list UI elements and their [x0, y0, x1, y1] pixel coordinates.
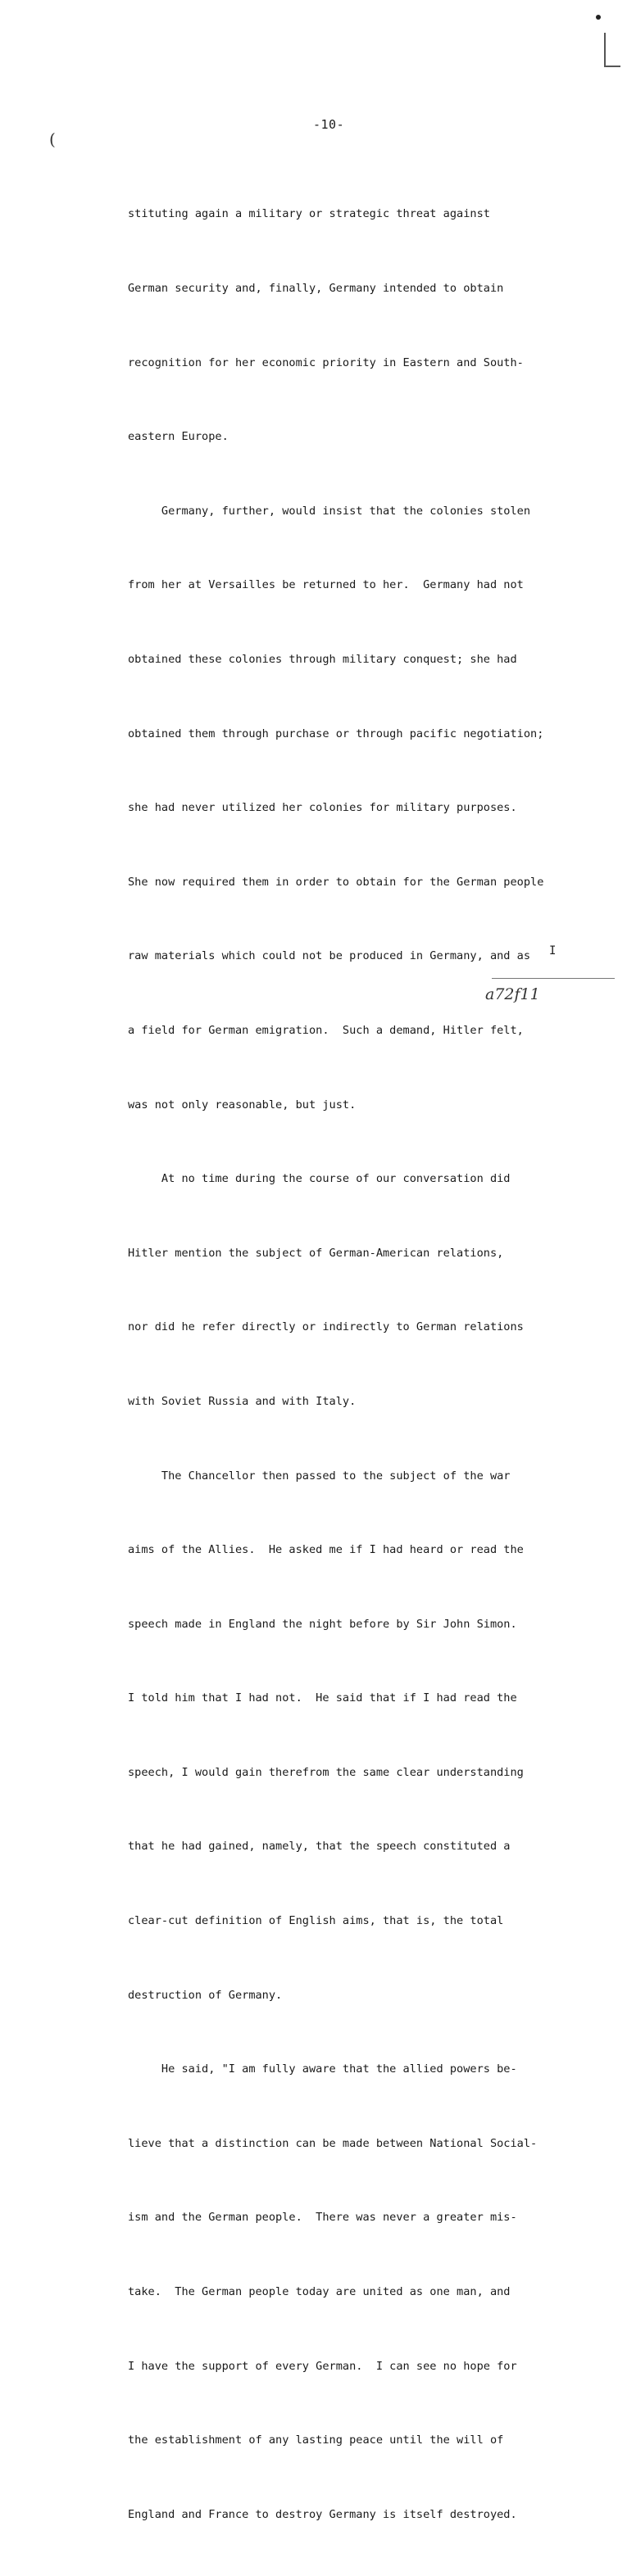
text-line: speech, I would gain therefrom the same clear understanding	[128, 1765, 524, 1779]
text-line: with Soviet Russia and with Italy.	[128, 1394, 357, 1408]
page-number: -10-	[313, 117, 345, 132]
text-line: was not only reasonable, but just.	[128, 1098, 357, 1111]
text-line: eastern Europe.	[128, 430, 229, 444]
archive-underline	[492, 978, 615, 979]
text-line: At no time during the course of our conversation did	[128, 1172, 511, 1186]
text-line: aims of the Allies. He asked me if I had heard or read the	[128, 1543, 524, 1557]
text-line: take. The German people today are united as one man, and	[128, 2285, 511, 2299]
text-line: ism and the German people. There was never a greater mis-	[128, 2211, 517, 2225]
text-line: Germany, further, would insist that the colonies stolen	[128, 504, 531, 518]
text-line: She now required them in order to obtain for the German people	[128, 875, 544, 889]
text-line: Hitler mention the subject of German-American relations,	[128, 1246, 504, 1260]
text-line: recognition for her economic priority in Eastern and South-	[128, 355, 524, 369]
text-line: from her at Versailles be returned to her. Germany had not	[128, 578, 524, 592]
text-line: the establishment of any lasting peace until the will of	[128, 2433, 504, 2447]
text-line: she had never utilized her colonies for military purposes.	[128, 801, 517, 815]
text-line: nor did he refer directly or indirectly to German relations	[128, 1320, 524, 1334]
text-line: I have the support of every German. I can see no hope for	[128, 2359, 517, 2373]
text-line: lieve that a distinction can be made between National Social-	[128, 2136, 538, 2150]
text-line: I told him that I had not. He said that if I had read the	[128, 1691, 517, 1705]
catchword: I	[549, 944, 557, 958]
text-line: stituting again a military or strategic threat against	[128, 207, 490, 221]
text-line: He said, "I am fully aware that the allied powers be-	[128, 2062, 517, 2076]
margin-mark: (	[49, 129, 56, 149]
text-line: speech made in England the night before by Sir John Simon.	[128, 1617, 517, 1631]
text-line: England and France to destroy Germany is itself destroyed.	[128, 2507, 517, 2521]
page-edge-mark	[604, 33, 620, 67]
text-line: that he had gained, namely, that the speech constituted a	[128, 1840, 511, 1854]
text-line: a field for German emigration. Such a demand, Hitler felt,	[128, 1023, 524, 1037]
text-line: clear-cut definition of English aims, that is, the total	[128, 1914, 504, 1928]
text-line: German security and, finally, Germany intended to obtain	[128, 282, 504, 295]
corner-punch-mark	[596, 15, 601, 20]
text-line: obtained these colonies through military conquest; she had	[128, 652, 517, 666]
text-line: raw materials which could not be produced in Germany, and as	[128, 949, 531, 963]
text-line: destruction of Germany.	[128, 1988, 283, 2002]
archive-reference: a72f11	[485, 985, 540, 1003]
body-text	[128, 152, 587, 2576]
text-line: The Chancellor then passed to the subject of the war	[128, 1469, 511, 1483]
text-line: obtained them through purchase or through pacific negotiation;	[128, 727, 544, 740]
